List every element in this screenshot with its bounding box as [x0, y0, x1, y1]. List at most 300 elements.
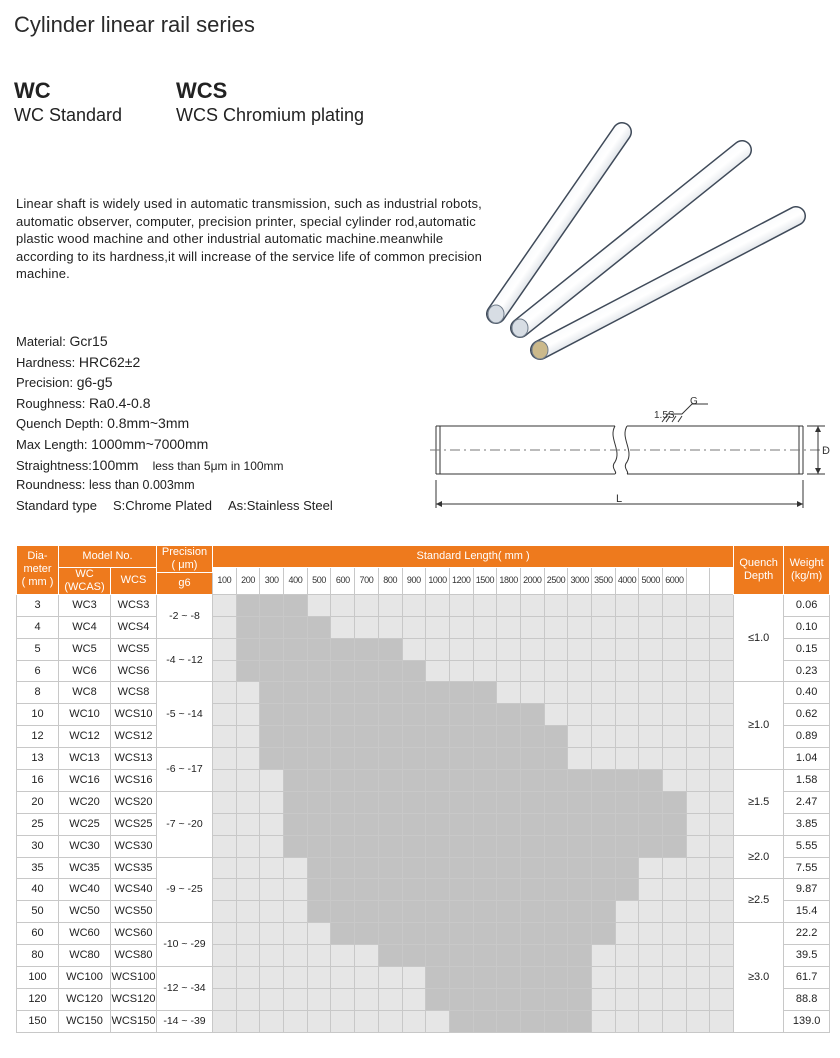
length-available-cell: [520, 791, 544, 813]
length-available-cell: [449, 835, 473, 857]
header-length: 2000: [520, 567, 544, 594]
length-available-cell: [520, 923, 544, 945]
length-empty-cell: [449, 616, 473, 638]
length-available-cell: [449, 923, 473, 945]
length-available-cell: [331, 879, 355, 901]
length-empty-cell: [615, 638, 639, 660]
spec-value: Gcr15: [69, 333, 108, 349]
dim-d-label: D: [822, 445, 830, 457]
length-available-cell: [284, 726, 308, 748]
length-empty-cell: [307, 923, 331, 945]
length-empty-cell: [639, 945, 663, 967]
spec-label: Precision:: [16, 375, 74, 391]
length-empty-cell: [520, 594, 544, 616]
length-available-cell: [260, 638, 284, 660]
length-empty-cell: [213, 901, 237, 923]
cell-weight: 88.8: [784, 988, 830, 1010]
spec-label: Max Length:: [16, 436, 88, 452]
cell-precision: -5 ~ -14: [157, 682, 213, 748]
length-empty-cell: [663, 879, 687, 901]
cell-quench-depth: ≥1.0: [734, 682, 784, 770]
length-available-cell: [473, 770, 497, 792]
length-empty-cell: [307, 594, 331, 616]
length-available-cell: [497, 857, 521, 879]
spec-max-length: [16, 434, 333, 455]
spec-standard-type: [16, 496, 333, 517]
length-empty-cell: [402, 594, 426, 616]
length-empty-cell: [260, 1010, 284, 1032]
length-available-cell: [497, 791, 521, 813]
spec-label: Hardness:: [16, 354, 76, 370]
cell-wc-model: WC35: [59, 857, 111, 879]
cell-quench-depth: ≥3.0: [734, 923, 784, 1032]
length-available-cell: [284, 770, 308, 792]
length-available-cell: [473, 748, 497, 770]
length-available-cell: [331, 726, 355, 748]
spec-label: Roughness:: [16, 395, 86, 411]
length-empty-cell: [615, 988, 639, 1010]
table-row: [17, 748, 830, 770]
length-available-cell: [378, 791, 402, 813]
length-empty-cell: [213, 616, 237, 638]
spec-value: less than 0.003mm: [89, 478, 195, 493]
length-available-cell: [497, 967, 521, 989]
length-available-cell: [449, 682, 473, 704]
length-empty-cell: [402, 988, 426, 1010]
length-empty-cell: [236, 1010, 260, 1032]
length-empty-cell: [260, 988, 284, 1010]
length-empty-cell: [686, 748, 710, 770]
length-available-cell: [355, 682, 379, 704]
length-empty-cell: [663, 857, 687, 879]
length-empty-cell: [236, 967, 260, 989]
header-length: 5000: [639, 567, 663, 594]
length-available-cell: [426, 835, 450, 857]
spec-value: 100mm: [91, 456, 139, 473]
length-empty-cell: [236, 791, 260, 813]
length-empty-cell: [355, 616, 379, 638]
length-empty-cell: [663, 726, 687, 748]
length-empty-cell: [592, 660, 616, 682]
length-empty-cell: [710, 791, 734, 813]
length-empty-cell: [686, 1010, 710, 1032]
length-available-cell: [473, 835, 497, 857]
length-available-cell: [378, 879, 402, 901]
table-row: [17, 638, 830, 660]
cell-diameter: 10: [17, 704, 59, 726]
length-available-cell: [402, 704, 426, 726]
length-empty-cell: [544, 638, 568, 660]
length-available-cell: [568, 879, 592, 901]
length-available-cell: [663, 835, 687, 857]
cell-weight: 0.62: [784, 704, 830, 726]
length-empty-cell: [355, 1010, 379, 1032]
length-available-cell: [355, 923, 379, 945]
length-available-cell: [568, 835, 592, 857]
length-available-cell: [378, 923, 402, 945]
length-available-cell: [592, 791, 616, 813]
length-available-cell: [402, 682, 426, 704]
length-empty-cell: [663, 923, 687, 945]
length-empty-cell: [686, 967, 710, 989]
length-available-cell: [449, 791, 473, 813]
length-available-cell: [473, 704, 497, 726]
header-length: 100: [213, 567, 237, 594]
length-empty-cell: [686, 770, 710, 792]
cell-diameter: 60: [17, 923, 59, 945]
length-empty-cell: [639, 901, 663, 923]
length-available-cell: [592, 879, 616, 901]
length-available-cell: [236, 594, 260, 616]
cell-wcs-model: WCS6: [111, 660, 157, 682]
cell-wc-model: WC100: [59, 967, 111, 989]
length-empty-cell: [236, 988, 260, 1010]
length-empty-cell: [663, 1010, 687, 1032]
cell-wcs-model: WCS40: [111, 879, 157, 901]
cell-diameter: 20: [17, 791, 59, 813]
length-available-cell: [331, 923, 355, 945]
length-available-cell: [568, 901, 592, 923]
length-available-cell: [568, 857, 592, 879]
length-available-cell: [402, 770, 426, 792]
length-empty-cell: [568, 726, 592, 748]
cell-wc-model: WC150: [59, 1010, 111, 1032]
length-empty-cell: [663, 770, 687, 792]
length-empty-cell: [213, 835, 237, 857]
length-available-cell: [473, 879, 497, 901]
table-row: [17, 813, 830, 835]
length-available-cell: [260, 704, 284, 726]
length-available-cell: [615, 835, 639, 857]
length-empty-cell: [307, 945, 331, 967]
length-empty-cell: [355, 988, 379, 1010]
length-empty-cell: [520, 660, 544, 682]
length-empty-cell: [213, 682, 237, 704]
cell-diameter: 6: [17, 660, 59, 682]
length-available-cell: [449, 901, 473, 923]
length-available-cell: [592, 857, 616, 879]
spec-label: Standard type: [16, 497, 97, 513]
length-empty-cell: [520, 638, 544, 660]
length-available-cell: [544, 726, 568, 748]
cell-diameter: 4: [17, 616, 59, 638]
length-available-cell: [426, 726, 450, 748]
header-length: 3500: [592, 567, 616, 594]
length-empty-cell: [710, 923, 734, 945]
length-available-cell: [331, 835, 355, 857]
table-row: [17, 770, 830, 792]
length-available-cell: [355, 835, 379, 857]
length-available-cell: [355, 726, 379, 748]
length-empty-cell: [307, 1010, 331, 1032]
header-length: 200: [236, 567, 260, 594]
grade-label: G: [690, 396, 698, 407]
length-empty-cell: [260, 835, 284, 857]
length-available-cell: [402, 660, 426, 682]
length-empty-cell: [213, 594, 237, 616]
length-empty-cell: [686, 879, 710, 901]
length-empty-cell: [639, 638, 663, 660]
header-length: 500: [307, 567, 331, 594]
length-empty-cell: [639, 682, 663, 704]
length-empty-cell: [426, 616, 450, 638]
length-empty-cell: [615, 748, 639, 770]
length-empty-cell: [473, 660, 497, 682]
length-available-cell: [615, 791, 639, 813]
length-empty-cell: [710, 594, 734, 616]
cell-quench-depth: ≤1.0: [734, 594, 784, 682]
length-available-cell: [307, 813, 331, 835]
cell-wcs-model: WCS80: [111, 945, 157, 967]
length-available-cell: [473, 923, 497, 945]
intro-paragraph: Linear shaft is widely used in automatic transmission, such as industrial robots, automatic observer, computer, precision printer, special cylinder rod,automatic plastic wood machine and other industrial automatic machine.meanwhile according to its hardness,it will increase of the service life of common precision machine.: [16, 196, 483, 281]
length-empty-cell: [592, 1010, 616, 1032]
length-empty-cell: [236, 813, 260, 835]
cell-weight: 5.55: [784, 835, 830, 857]
length-available-cell: [497, 1010, 521, 1032]
length-empty-cell: [710, 682, 734, 704]
length-empty-cell: [497, 594, 521, 616]
length-empty-cell: [710, 704, 734, 726]
spec-extra: less than 5μm in 100mm: [152, 458, 284, 473]
length-available-cell: [355, 857, 379, 879]
length-empty-cell: [686, 923, 710, 945]
length-empty-cell: [213, 770, 237, 792]
length-available-cell: [449, 813, 473, 835]
table-row: [17, 945, 830, 967]
length-empty-cell: [568, 682, 592, 704]
spec-value: 0.8mm~3mm: [107, 415, 190, 432]
length-empty-cell: [402, 967, 426, 989]
length-available-cell: [402, 791, 426, 813]
length-available-cell: [473, 857, 497, 879]
cell-weight: 0.10: [784, 616, 830, 638]
length-available-cell: [520, 857, 544, 879]
length-empty-cell: [497, 682, 521, 704]
length-empty-cell: [663, 945, 687, 967]
length-available-cell: [426, 879, 450, 901]
cell-wcs-model: WCS13: [111, 748, 157, 770]
length-empty-cell: [213, 813, 237, 835]
length-available-cell: [378, 726, 402, 748]
table-row: [17, 835, 830, 857]
length-available-cell: [497, 770, 521, 792]
length-available-cell: [378, 660, 402, 682]
header-wcs: WCS: [111, 567, 157, 594]
table-row: [17, 682, 830, 704]
header-wc: WC (WCAS): [59, 567, 111, 594]
length-empty-cell: [426, 660, 450, 682]
length-available-cell: [426, 813, 450, 835]
table-row: [17, 726, 830, 748]
length-empty-cell: [639, 748, 663, 770]
length-empty-cell: [497, 616, 521, 638]
length-empty-cell: [213, 660, 237, 682]
length-available-cell: [307, 682, 331, 704]
cell-wcs-model: WCS5: [111, 638, 157, 660]
length-available-cell: [284, 704, 308, 726]
length-empty-cell: [568, 748, 592, 770]
cell-weight: 1.58: [784, 770, 830, 792]
length-empty-cell: [663, 638, 687, 660]
spec-label: Roundness:: [16, 477, 86, 493]
cell-wcs-model: WCS120: [111, 988, 157, 1010]
length-empty-cell: [710, 616, 734, 638]
header-length: 2500: [544, 567, 568, 594]
length-available-cell: [426, 682, 450, 704]
length-available-cell: [331, 682, 355, 704]
cell-wc-model: WC30: [59, 835, 111, 857]
length-available-cell: [307, 660, 331, 682]
length-empty-cell: [402, 616, 426, 638]
length-empty-cell: [355, 945, 379, 967]
length-empty-cell: [639, 923, 663, 945]
length-available-cell: [497, 945, 521, 967]
cell-diameter: 35: [17, 857, 59, 879]
length-available-cell: [544, 857, 568, 879]
length-empty-cell: [639, 726, 663, 748]
spec-value: 1000mm~7000mm: [91, 435, 209, 452]
cell-wc-model: WC13: [59, 748, 111, 770]
length-available-cell: [449, 748, 473, 770]
length-empty-cell: [686, 594, 710, 616]
cell-diameter: 50: [17, 901, 59, 923]
length-available-cell: [260, 682, 284, 704]
length-empty-cell: [213, 791, 237, 813]
length-available-cell: [355, 660, 379, 682]
cell-wcs-model: WCS150: [111, 1010, 157, 1032]
length-available-cell: [402, 835, 426, 857]
length-available-cell: [402, 923, 426, 945]
length-available-cell: [260, 748, 284, 770]
length-empty-cell: [331, 594, 355, 616]
cell-wc-model: WC80: [59, 945, 111, 967]
length-empty-cell: [615, 682, 639, 704]
length-available-cell: [449, 770, 473, 792]
cell-weight: 0.40: [784, 682, 830, 704]
length-available-cell: [449, 857, 473, 879]
spec-quench-depth: [16, 413, 333, 434]
length-available-cell: [378, 638, 402, 660]
length-available-cell: [639, 813, 663, 835]
length-available-cell: [331, 638, 355, 660]
length-empty-cell: [663, 594, 687, 616]
length-available-cell: [378, 901, 402, 923]
length-empty-cell: [710, 945, 734, 967]
cell-precision: -10 ~ -29: [157, 923, 213, 967]
length-empty-cell: [236, 901, 260, 923]
length-empty-cell: [378, 616, 402, 638]
table-row: [17, 901, 830, 923]
cell-wc-model: WC16: [59, 770, 111, 792]
length-available-cell: [544, 988, 568, 1010]
length-empty-cell: [663, 967, 687, 989]
length-available-cell: [307, 901, 331, 923]
length-available-cell: [568, 967, 592, 989]
length-available-cell: [449, 945, 473, 967]
cell-diameter: 8: [17, 682, 59, 704]
length-available-cell: [378, 857, 402, 879]
length-empty-cell: [615, 945, 639, 967]
length-available-cell: [402, 726, 426, 748]
length-available-cell: [307, 726, 331, 748]
length-empty-cell: [592, 726, 616, 748]
length-available-cell: [426, 988, 450, 1010]
header-precision: Precision ( μm): [157, 546, 213, 573]
length-available-cell: [520, 704, 544, 726]
length-available-cell: [568, 1010, 592, 1032]
length-empty-cell: [284, 923, 308, 945]
length-empty-cell: [213, 967, 237, 989]
length-empty-cell: [284, 988, 308, 1010]
length-empty-cell: [686, 813, 710, 835]
length-available-cell: [307, 879, 331, 901]
length-available-cell: [355, 770, 379, 792]
length-empty-cell: [213, 923, 237, 945]
length-available-cell: [378, 704, 402, 726]
linear-shaft-photo: [480, 118, 820, 368]
header-standard-length: Standard Length( mm ): [213, 546, 734, 568]
spec-roughness: [16, 393, 333, 414]
length-available-cell: [426, 945, 450, 967]
spec-straightness: [16, 455, 333, 476]
table-row: [17, 660, 830, 682]
length-available-cell: [449, 988, 473, 1010]
length-available-cell: [497, 879, 521, 901]
header-length: 1500: [473, 567, 497, 594]
length-available-cell: [568, 988, 592, 1010]
header-length: 6000: [663, 567, 687, 594]
spec-extra: As:Stainless Steel: [227, 497, 333, 513]
length-empty-cell: [544, 704, 568, 726]
length-available-cell: [426, 748, 450, 770]
cell-diameter: 100: [17, 967, 59, 989]
length-empty-cell: [236, 923, 260, 945]
length-empty-cell: [686, 638, 710, 660]
length-empty-cell: [686, 726, 710, 748]
length-empty-cell: [307, 988, 331, 1010]
cell-wc-model: WC50: [59, 901, 111, 923]
length-empty-cell: [260, 967, 284, 989]
cell-diameter: 3: [17, 594, 59, 616]
length-empty-cell: [686, 901, 710, 923]
length-available-cell: [236, 660, 260, 682]
length-available-cell: [544, 923, 568, 945]
shaft-drawing: [430, 392, 830, 522]
length-empty-cell: [213, 988, 237, 1010]
spec-label: Material:: [16, 334, 66, 349]
cell-diameter: 12: [17, 726, 59, 748]
length-empty-cell: [639, 616, 663, 638]
cell-precision: -4 ~ -12: [157, 638, 213, 682]
cell-quench-depth: ≥2.5: [734, 879, 784, 923]
length-empty-cell: [686, 988, 710, 1010]
cell-diameter: 25: [17, 813, 59, 835]
length-available-cell: [260, 594, 284, 616]
length-available-cell: [497, 923, 521, 945]
length-available-cell: [402, 813, 426, 835]
length-empty-cell: [615, 1010, 639, 1032]
length-available-cell: [663, 813, 687, 835]
header-length: 3000: [568, 567, 592, 594]
length-empty-cell: [331, 988, 355, 1010]
length-empty-cell: [260, 813, 284, 835]
cell-wc-model: WC5: [59, 638, 111, 660]
cell-diameter: 120: [17, 988, 59, 1010]
length-empty-cell: [710, 638, 734, 660]
length-available-cell: [426, 791, 450, 813]
length-available-cell: [331, 748, 355, 770]
